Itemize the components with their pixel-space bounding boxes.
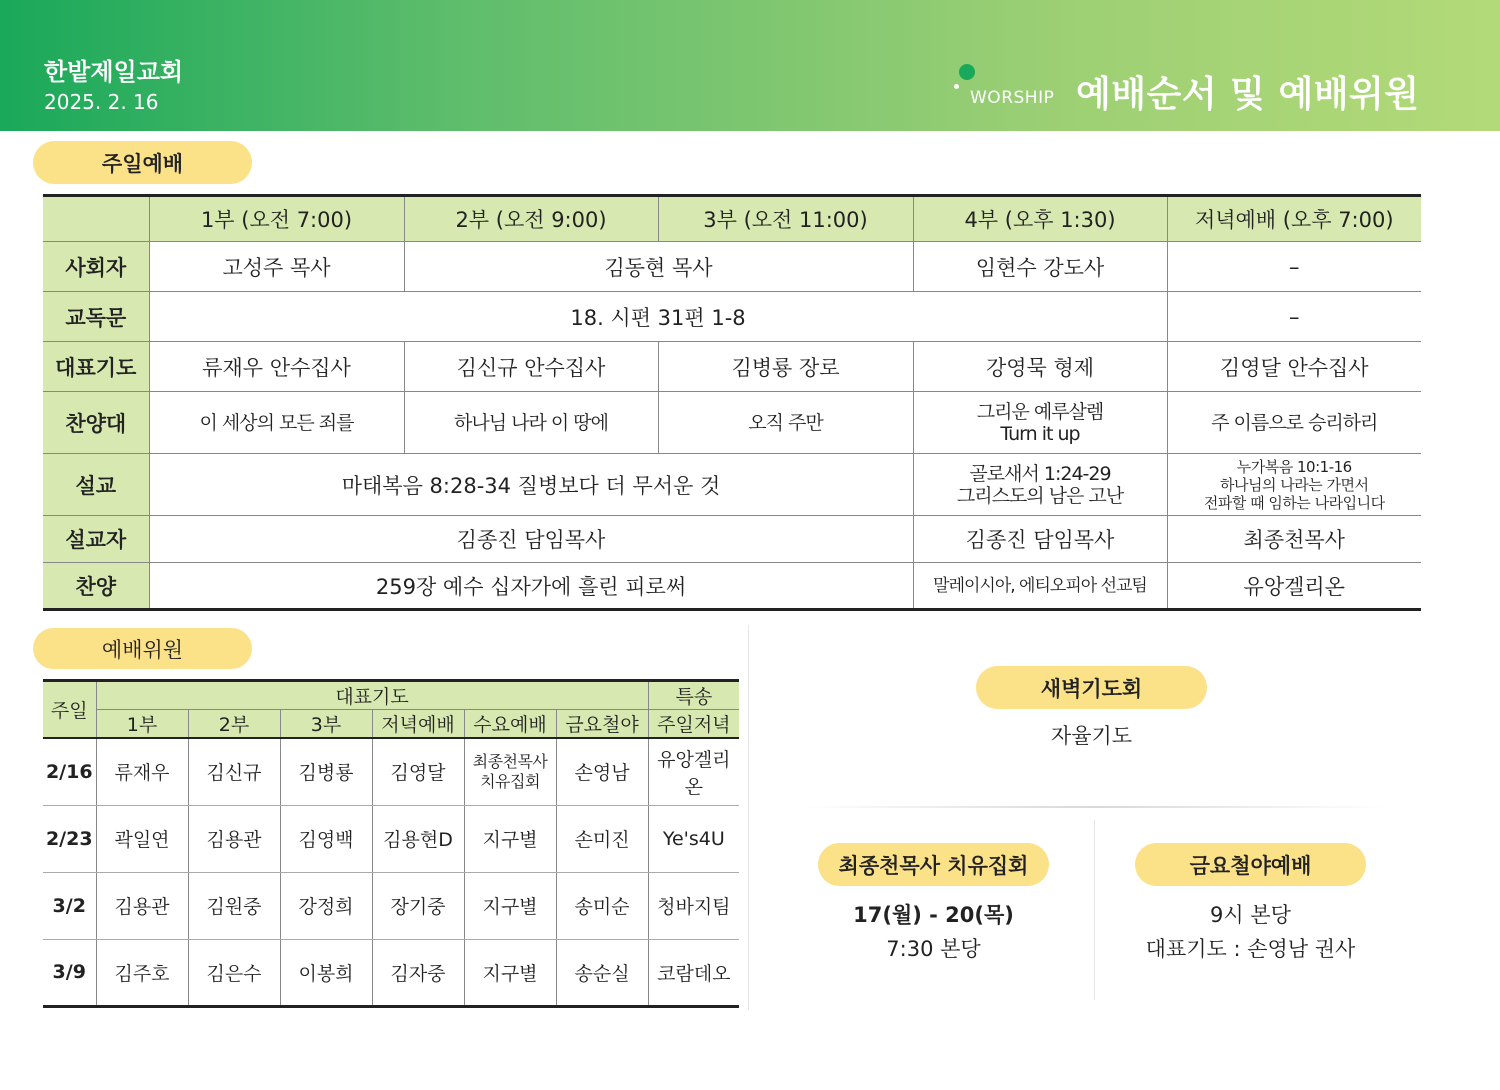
table-cell: 손미진 xyxy=(556,805,648,872)
subheader: 3부 xyxy=(280,710,372,739)
row-header: 설교 xyxy=(43,454,149,516)
table-cell: 259장 예수 십자가에 흘린 피로써 xyxy=(149,563,913,610)
table-cell: 곽일연 xyxy=(96,805,188,872)
table-cell: 고성주 목사 xyxy=(149,242,404,292)
table-cell: 최종천목사 xyxy=(1167,516,1421,563)
table-cell xyxy=(913,454,1167,516)
table-cell: Ye's4U xyxy=(648,805,739,872)
friday-service-info xyxy=(1110,898,1391,966)
table-cell: 김영백 xyxy=(280,805,372,872)
small-dot-decoration-icon xyxy=(954,84,959,89)
row-header: 설교자 xyxy=(43,516,149,563)
friday-time: 9시 본당 xyxy=(1210,903,1291,927)
table-cell: – xyxy=(1167,292,1421,342)
table-cell: 김종진 담임목사 xyxy=(149,516,913,563)
table-cell: 김주호 xyxy=(96,939,188,1006)
header-corner xyxy=(43,196,149,242)
table-cell: 지구별 xyxy=(464,805,556,872)
healing-time: 7:30 본당 xyxy=(886,937,981,961)
table-cell: 김병룡 장로 xyxy=(658,342,913,392)
dawn-prayer-pill: 새벽기도회 xyxy=(976,666,1207,709)
table-cell xyxy=(1167,454,1421,516)
table-row xyxy=(43,872,739,939)
table-cell: 지구별 xyxy=(464,939,556,1006)
table-row xyxy=(43,242,1421,292)
healing-meeting-pill: 최종천목사 치유집회 xyxy=(818,843,1049,886)
table-cell: 송순실 xyxy=(556,939,648,1006)
friday-prayer: 대표기도 : 손영남 권사 xyxy=(1145,937,1356,961)
church-name: 한밭제일교회 xyxy=(44,58,184,86)
header-special: 특송 xyxy=(648,681,739,710)
header-banner xyxy=(0,0,1500,131)
subheader: 1부 xyxy=(96,710,188,739)
horizontal-divider xyxy=(800,806,1388,808)
bulletin-date: 2025. 2. 16 xyxy=(44,90,159,114)
table-cell: 유앙겔리온 xyxy=(648,738,739,805)
table-cell: 임현수 강도사 xyxy=(913,242,1167,292)
healing-dates: 17(월) - 20(목) xyxy=(853,903,1014,927)
table-row xyxy=(43,738,739,805)
table-cell: 하나님 나라 이 땅에 xyxy=(404,392,658,454)
cell-line: 누가복음 10:1-16 xyxy=(1236,457,1352,476)
committee-subheader-row xyxy=(43,710,739,739)
table-cell: 18. 시편 31편 1-8 xyxy=(149,292,1167,342)
section-label-en: WORSHIP xyxy=(970,88,1055,108)
sunday-worship-pill: 주일예배 xyxy=(33,141,252,184)
table-cell: 김영달 안수집사 xyxy=(1167,342,1421,392)
table-cell: 청바지팀 xyxy=(648,872,739,939)
cell-line: Turn it up xyxy=(1000,422,1080,445)
healing-meeting-info xyxy=(788,898,1079,966)
table-header-row xyxy=(43,196,1421,242)
table-row xyxy=(43,392,1421,454)
table-cell: – xyxy=(1167,242,1421,292)
table-cell: 류재우 안수집사 xyxy=(149,342,404,392)
table-row xyxy=(43,939,739,1006)
column-header: 저녁예배 (오후 7:00) xyxy=(1167,196,1421,242)
table-cell: 김은수 xyxy=(188,939,280,1006)
table-cell xyxy=(464,738,556,805)
table-cell: 지구별 xyxy=(464,872,556,939)
cell-line: 최종천목사 xyxy=(472,751,548,771)
table-cell: 손영남 xyxy=(556,738,648,805)
cell-line: 치유집회 xyxy=(480,771,540,791)
table-row xyxy=(43,563,1421,610)
column-header: 4부 (오후 1:30) xyxy=(913,196,1167,242)
column-header: 1부 (오전 7:00) xyxy=(149,196,404,242)
week-date: 2/16 xyxy=(43,738,96,805)
row-header: 찬양대 xyxy=(43,392,149,454)
subheader: 주일저녁 xyxy=(648,710,739,739)
table-cell: 김신규 xyxy=(188,738,280,805)
row-header: 대표기도 xyxy=(43,342,149,392)
table-cell: 김종진 담임목사 xyxy=(913,516,1167,563)
subheader: 저녁예배 xyxy=(372,710,464,739)
table-cell: 류재우 xyxy=(96,738,188,805)
week-date: 3/2 xyxy=(43,872,96,939)
header-prayer: 대표기도 xyxy=(96,681,648,710)
subheader: 금요철야 xyxy=(556,710,648,739)
table-row xyxy=(43,516,1421,563)
table-cell: 김용현D xyxy=(372,805,464,872)
cell-line: 그리스도의 남은 고난 xyxy=(956,484,1124,507)
table-row xyxy=(43,805,739,872)
row-header: 찬양 xyxy=(43,563,149,610)
friday-service-pill: 금요철야예배 xyxy=(1135,843,1366,886)
table-cell: 김자중 xyxy=(372,939,464,1006)
cell-line: 그리운 예루살렘 xyxy=(976,400,1104,423)
subheader: 2부 xyxy=(188,710,280,739)
table-row xyxy=(43,454,1421,516)
table-cell: 김병룡 xyxy=(280,738,372,805)
vertical-divider xyxy=(1094,820,1095,1000)
table-cell: 김용관 xyxy=(96,872,188,939)
column-header: 3부 (오전 11:00) xyxy=(658,196,913,242)
cell-line: 하나님의 나라는 가면서 xyxy=(1220,475,1369,494)
table-cell: 주 이름으로 승리하리 xyxy=(1167,392,1421,454)
table-cell: 마태복음 8:28-34 질병보다 더 무서운 것 xyxy=(149,454,913,516)
week-date: 2/23 xyxy=(43,805,96,872)
cell-line: 전파할 때 임하는 나라입니다 xyxy=(1203,493,1385,512)
table-cell: 김원중 xyxy=(188,872,280,939)
table-cell: 장기중 xyxy=(372,872,464,939)
table-row xyxy=(43,342,1421,392)
table-cell: 오직 주만 xyxy=(658,392,913,454)
table-cell: 유앙겔리온 xyxy=(1167,563,1421,610)
header-week: 주일 xyxy=(43,681,96,739)
dawn-prayer-text: 자율기도 xyxy=(1050,724,1133,748)
table-cell: 말레이시아, 에티오피아 선교팀 xyxy=(913,563,1167,610)
table-cell: 강영묵 형제 xyxy=(913,342,1167,392)
table-cell: 김영달 xyxy=(372,738,464,805)
row-header: 사회자 xyxy=(43,242,149,292)
table-row xyxy=(43,292,1421,342)
table-cell: 김용관 xyxy=(188,805,280,872)
table-cell: 김신규 안수집사 xyxy=(404,342,658,392)
dot-decoration-icon xyxy=(959,64,975,80)
week-date: 3/9 xyxy=(52,961,86,983)
table-cell: 김동현 목사 xyxy=(404,242,913,292)
table-cell: 송미순 xyxy=(556,872,648,939)
committee-table xyxy=(43,679,739,1008)
vertical-divider xyxy=(748,625,749,1010)
table-cell: 이봉희 xyxy=(280,939,372,1006)
table-cell xyxy=(913,392,1167,454)
section-title: 예배순서 및 예배위원 xyxy=(1076,74,1420,115)
table-cell: 이 세상의 모든 죄를 xyxy=(149,392,404,454)
row-header: 교독문 xyxy=(43,292,149,342)
subheader: 수요예배 xyxy=(464,710,556,739)
sunday-worship-table xyxy=(43,194,1421,611)
table-cell: 강정희 xyxy=(280,872,372,939)
table-cell: 코람데오 xyxy=(648,939,739,1006)
cell-line: 골로새서 1:24-29 xyxy=(969,462,1111,485)
committee-header-row xyxy=(43,681,739,710)
column-header: 2부 (오전 9:00) xyxy=(404,196,658,242)
committee-pill: 예배위원 xyxy=(33,628,252,669)
